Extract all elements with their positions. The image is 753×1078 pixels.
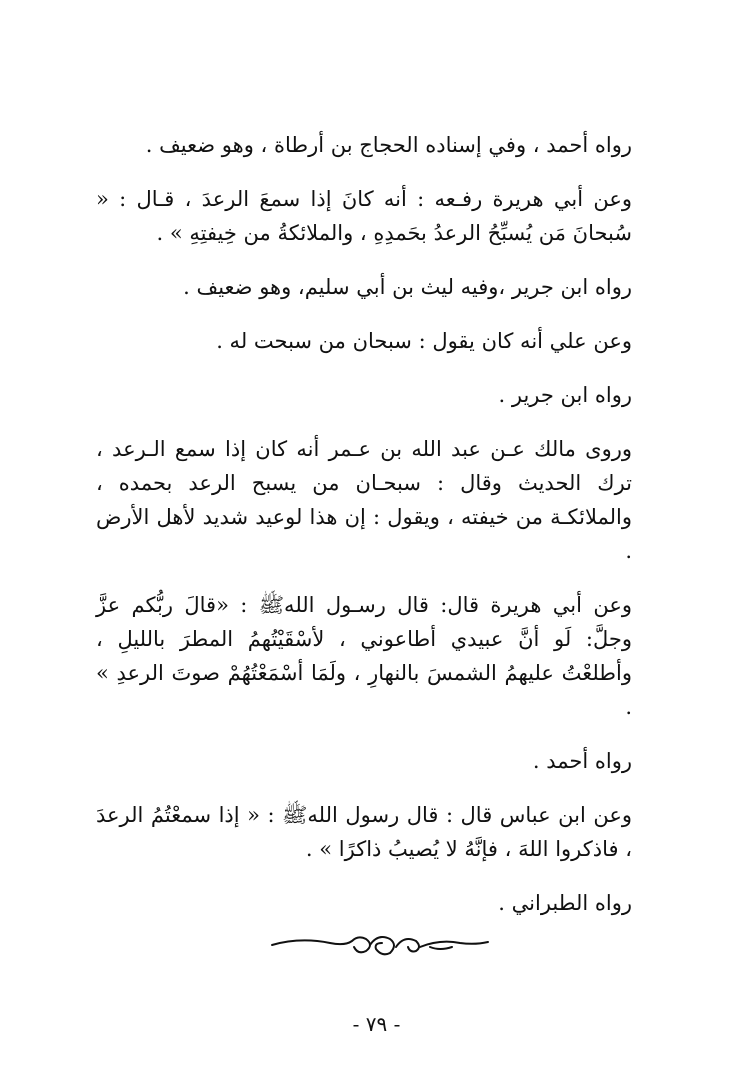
swirl-ornament-icon [270,925,490,965]
paragraph-4: وعن علي أنه كان يقول : سبحان من سبحت له . [216,329,632,353]
paragraph-10: رواه الطبراني . [498,891,632,915]
paragraph-3: رواه ابن جرير ،وفيه ليث بن أبي سليم، وهو ضعيف . [183,275,632,299]
paragraph-1: رواه أحمد ، وفي إسناده الحجاج بن أرطاة ، وهو ضعيف . [145,133,632,157]
page-number: - ٧٩ - [352,1012,401,1036]
paragraph-8: رواه أحمد . [532,749,632,773]
paragraph-6: وروى مالك عـن عبد الله بن عـمر أنه كان إذا سمع الـرعد ، ترك الحديث وقال : سبحـان من يسبح الرعد بحمده ، والملائكـة من خيفته ، ويقول : إن هذا لوعيد شديد لأهل الأرض . [96,437,632,563]
paragraph-7: وعن أبي هريرة قال: قال رسـول اللهﷺ : «قالَ ربُّكم عزَّ وجلَّ: لَو أنَّ عبيدي أطاعوني ، لأسْقَيْتُهمُ المطرَ بالليلِ ، وأطلعْتُ عليهمُ الشمسَ بالنهارِ ، ولَمَا أسْمَعْتُهُمْ صوتَ الرعدِ » . [96,593,632,719]
body-text [96,128,672,940]
paragraph-9: وعن ابن عباس قال : قال رسول اللهﷺ : « إذا سمعْتُمُ الرعدَ ، فاذكروا اللهَ ، فإنَّهُ لا يُصيبُ ذاكرًا » . [96,803,632,861]
paragraph-2: وعن أبي هريرة رفـعه : أنه كانَ إذا سمعَ الرعدَ ، قـال : « سُبحانَ مَن يُسبِّحُ الرعدُ بحَمدِهِ ، والملائكةُ من خِيفتِهِ » . [96,187,632,245]
paragraph-5: رواه ابن جرير . [498,383,632,407]
